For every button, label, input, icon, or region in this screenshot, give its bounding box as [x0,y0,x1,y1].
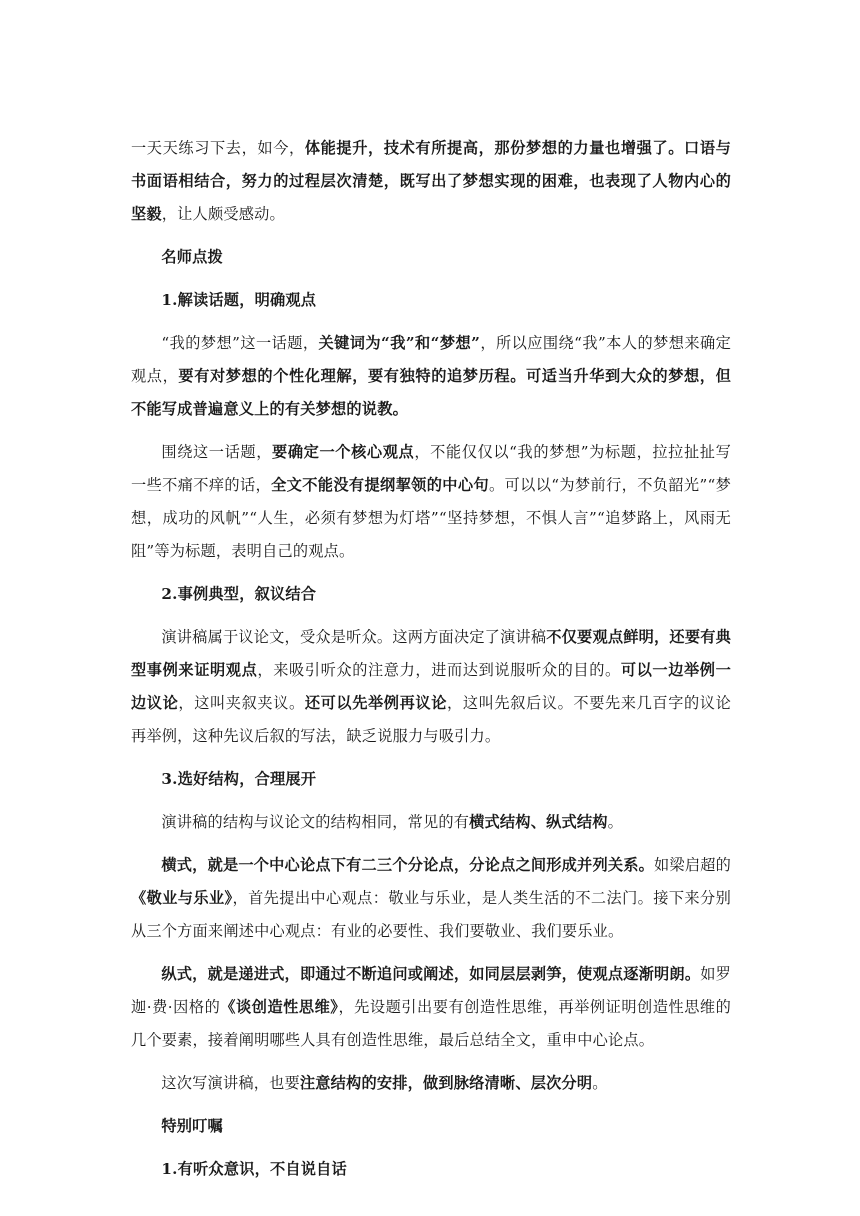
bold-text-segment: 关键词为“我”和“梦想” [318,334,481,352]
text-segment: ，所以应围绕“我”本人的梦想来确定观点， [131,334,732,385]
bold-text-segment: 《谈创造性思维》 [220,998,339,1016]
text-segment: 演讲稿属于议论文，受众是听众。这两方面决定了演讲稿 [161,628,547,646]
subheading-reminder-1 [131,1153,731,1186]
text-segment: 这次写演讲稿，也要 [161,1074,300,1092]
bold-text-segment: 不仅要观点鲜明，还要有典型事例来证明观点 [131,628,731,679]
text-segment: 一天天练习下去，如今， [131,139,305,157]
bold-text-segment: 纵式，就是递进式，即通过不断追问或阐述，如同层层剥笋，使观点逐渐明朗。 [161,965,701,983]
text-segment: 。可以以“为梦前行，不负韶光”“梦想，成功的风帆”“人生，必须有梦想为灯塔”“坚持梦想，不惧人言”“追梦路上，风雨无阻”等为标题，表明自己的观点。 [131,476,731,560]
bold-text-segment: 2.事例典型，叙议结合 [161,585,317,603]
text-segment: “我的梦想”这一话题， [161,334,319,352]
bold-text-segment: 横式结构、纵式结构 [469,813,608,831]
text-segment: ，这叫先叙后议。不要先来几百字的议论再举例，这种先议后叙的写法，缺乏说服力与吸引力。 [131,694,731,745]
bold-text-segment: 可以一边举例一边议论 [131,661,731,712]
subheading-2 [131,578,731,611]
section-heading-teacher-tips [131,241,731,274]
text-segment: 围绕这一话题， [161,443,273,461]
bold-text-segment: 3.选好结构，合理展开 [161,770,317,788]
bold-text-segment: 要有对梦想的个性化理解，要有独特的追梦历程。可适当升华到大众的梦想，但不能写成普遍意义上的有关梦想的说教。 [131,367,731,418]
paragraph-horizontal [131,849,731,948]
text-segment: ，首先提出中心观点：敬业与乐业，是人类生活的不二法门。接下来分别从三个方面来阐述中心观点：有业的必要性、我们要敬业、我们要乐业。 [131,889,731,940]
section-heading-special-reminder [131,1110,731,1143]
text-segment: 演讲稿的结构与议论文的结构相同，常见的有 [161,813,470,831]
subheading-3 [131,763,731,796]
bold-text-segment: 1.有听众意识，不自说自话 [161,1160,347,1178]
bold-text-segment: 体能提升，技术有所提高，那份梦想的力量也增强了。口语与书面语相结合，努力的过程层次清楚，既写出了梦想实现的困难，也表现了人物内心的坚毅 [131,139,732,223]
bold-text-segment: 1.解读话题，明确观点 [161,291,317,309]
text-segment: ，这叫夹叙夹议。 [178,694,305,712]
bold-text-segment: 横式，就是一个中心论点下有二三个分论点，分论点之间形成并列关系。 [161,856,655,874]
subheading-1 [131,284,731,317]
paragraph-topic [131,327,731,426]
paragraph-arrangement [131,1067,731,1100]
bold-text-segment: 要确定一个核心观点 [272,443,415,461]
paragraph-structure [131,806,731,839]
text-segment: 。 [607,813,624,831]
paragraph-vertical [131,958,731,1057]
text-segment: 。 [592,1074,608,1092]
bold-text-segment: 《敬业与乐业》 [131,889,233,907]
bold-text-segment: 注意结构的安排，做到脉络清晰、层次分明 [299,1074,593,1092]
text-segment: ，不能仅仅以“我的梦想”为标题，拉拉扯扯写一些不痛不痒的话， [131,443,731,494]
text-segment: 如罗迦·费·因格的 [131,965,732,1016]
bold-text-segment: 还可以先举例再议论 [304,694,448,712]
paragraph-examples [131,621,731,753]
intro-paragraph [131,132,731,231]
text-segment: ，让人颇受感动。 [161,205,285,223]
document-body [131,132,731,1196]
bold-text-segment: 特别叮嘱 [161,1117,223,1135]
paragraph-core-view [131,436,731,568]
bold-text-segment: 全文不能没有提纲挈领的中心句 [271,476,489,494]
bold-text-segment: 名师点拨 [161,248,223,266]
text-segment: ，来吸引听众的注意力，进而达到说服听众的目的。 [257,661,621,679]
text-segment: 如梁启超的 [654,856,731,874]
text-segment: ，先设题引出要有创造性思维，再举例证明创造性思维的几个要素，接着阐明哪些人具有创造性思维，最后总结全文，重申中心论点。 [131,998,732,1049]
